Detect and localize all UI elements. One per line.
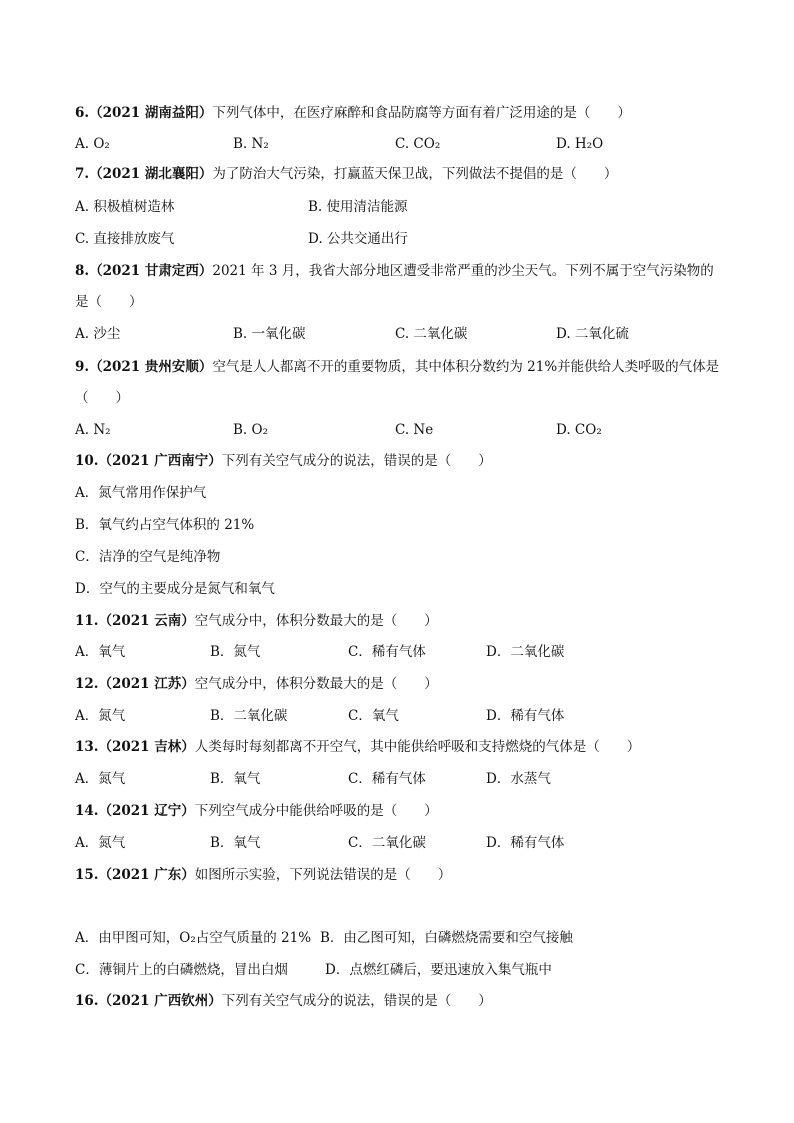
question-number: 12. — [75, 676, 99, 692]
option-a: A．氮气 — [75, 835, 126, 851]
option-b: B．二氧化碳 — [210, 708, 288, 724]
option-c: C. 二氧化碳 — [395, 326, 468, 342]
question-source: （2021 湖南益阳） — [89, 105, 213, 121]
question-12 — [75, 675, 438, 693]
option-a: A. O₂ — [75, 136, 110, 152]
question-number: 10. — [75, 453, 99, 469]
question-source: （2021 辽宁） — [98, 803, 195, 819]
question-source: （2021 广西钦州） — [98, 993, 222, 1009]
option-b: B．氮气 — [210, 644, 261, 660]
option-a: A．氮气 — [75, 771, 126, 787]
option-b: B. 使用清洁能源 — [308, 199, 408, 215]
question-7 — [75, 165, 617, 183]
option-a: A．氮气常用作保护气 — [75, 485, 207, 501]
question-14 — [75, 802, 438, 820]
option-d: D. 公共交通出行 — [308, 231, 408, 247]
question-source: （2021 湖北襄阳） — [89, 166, 213, 182]
question-stem: 下列有关空气成分的说法，错误的是（ ） — [221, 453, 492, 469]
question-stem: 下列气体中，在医疗麻醉和食品防腐等方面有着广泛用途的是（ ） — [212, 105, 631, 121]
question-6 — [75, 104, 631, 122]
missing-figure-area — [75, 896, 715, 918]
question-number: 8. — [75, 263, 90, 279]
option-b: B．氧气 — [210, 835, 261, 851]
option-c: C. CO₂ — [395, 136, 441, 152]
option-b: B．氧气约占空气体积的 21% — [75, 517, 255, 533]
question-stem: 2021 年 3 月，我省大部分地区遭受非常严重的沙尘天气。下列不属于空气污染物的 — [212, 263, 714, 279]
option-d: D. CO₂ — [556, 422, 602, 438]
option-a: A．氧气 — [75, 644, 126, 660]
question-source: （2021 广西南宁） — [98, 453, 222, 469]
option-d: D．空气的主要成分是氮气和氧气 — [75, 581, 275, 597]
option-c: C．洁净的空气是纯净物 — [75, 549, 221, 565]
question-stem: 如图所示实验，下列说法错误的是（ ） — [194, 867, 452, 883]
option-a: A．由甲图可知，O₂占空气质量的 21% — [75, 930, 312, 946]
question-stem: 人类每时每刻都离不开空气，其中能供给呼吸和支持燃烧的气体是（ ） — [194, 739, 641, 755]
option-c: C. 直接排放废气 — [75, 231, 175, 247]
question-10 — [75, 452, 492, 470]
option-d: D．水蒸气 — [486, 771, 551, 787]
option-c: C．薄铜片上的白磷燃烧，冒出白烟 — [75, 962, 288, 978]
question-stem: 空气成分中，体积分数最大的是（ ） — [194, 613, 438, 629]
question-9-continued — [75, 389, 129, 407]
option-a: A. N₂ — [75, 422, 111, 438]
option-c: C．氧气 — [348, 708, 399, 724]
question-number: 14. — [75, 803, 99, 819]
question-source: （2021 甘肃定西） — [89, 263, 213, 279]
question-source: （2021 江苏） — [98, 676, 195, 692]
question-number: 7. — [75, 166, 90, 182]
question-number: 6. — [75, 105, 90, 121]
question-stem-continued: 是（ ） — [75, 294, 143, 310]
question-8 — [75, 262, 714, 280]
question-13 — [75, 738, 640, 756]
option-c: C．二氧化碳 — [348, 835, 426, 851]
option-b: B. 一氧化碳 — [233, 326, 306, 342]
question-16 — [75, 992, 492, 1010]
option-b: B. O₂ — [233, 422, 268, 438]
question-source: （2021 吉林） — [98, 739, 195, 755]
question-stem: 为了防治大气污染，打赢蓝天保卫战，下列做法不提倡的是（ ） — [212, 166, 618, 182]
option-b: B. N₂ — [233, 136, 269, 152]
option-c: C．稀有气体 — [348, 771, 426, 787]
question-stem: 下列有关空气成分的说法，错误的是（ ） — [221, 993, 492, 1009]
question-9 — [75, 358, 719, 376]
option-d: D．稀有气体 — [486, 835, 565, 851]
question-stem-continued: （ ） — [75, 390, 129, 406]
option-d: D．点燃红磷后，要迅速放入集气瓶中 — [325, 962, 552, 978]
question-source: （2021 云南） — [98, 613, 195, 629]
option-a: A. 积极植树造林 — [75, 199, 175, 215]
question-stem: 空气是人人都离不开的重要物质，其中体积分数约为 21%并能供给人类呼吸的气体是 — [212, 359, 720, 375]
question-number: 9. — [75, 359, 90, 375]
option-a: A．氮气 — [75, 708, 126, 724]
question-number: 11. — [75, 613, 99, 629]
question-15 — [75, 866, 451, 884]
option-d: D. H₂O — [556, 136, 604, 152]
question-11 — [75, 612, 438, 630]
question-source: （2021 广东） — [98, 867, 195, 883]
question-stem: 空气成分中，体积分数最大的是（ ） — [194, 676, 438, 692]
option-c: C．稀有气体 — [348, 644, 426, 660]
option-d: D．稀有气体 — [486, 708, 565, 724]
option-c: C. Ne — [395, 422, 434, 438]
question-number: 13. — [75, 739, 99, 755]
option-b: B．由乙图可知，白磷燃烧需要和空气接触 — [320, 930, 573, 946]
option-a: A. 沙尘 — [75, 326, 121, 342]
question-number: 15. — [75, 867, 99, 883]
question-source: （2021 贵州安顺） — [89, 359, 213, 375]
option-d: D. 二氧化硫 — [556, 326, 629, 342]
question-stem: 下列空气成分中能供给呼吸的是（ ） — [194, 803, 438, 819]
question-number: 16. — [75, 993, 99, 1009]
option-d: D．二氧化碳 — [486, 644, 565, 660]
question-8-continued — [75, 293, 143, 311]
option-b: B．氧气 — [210, 771, 261, 787]
